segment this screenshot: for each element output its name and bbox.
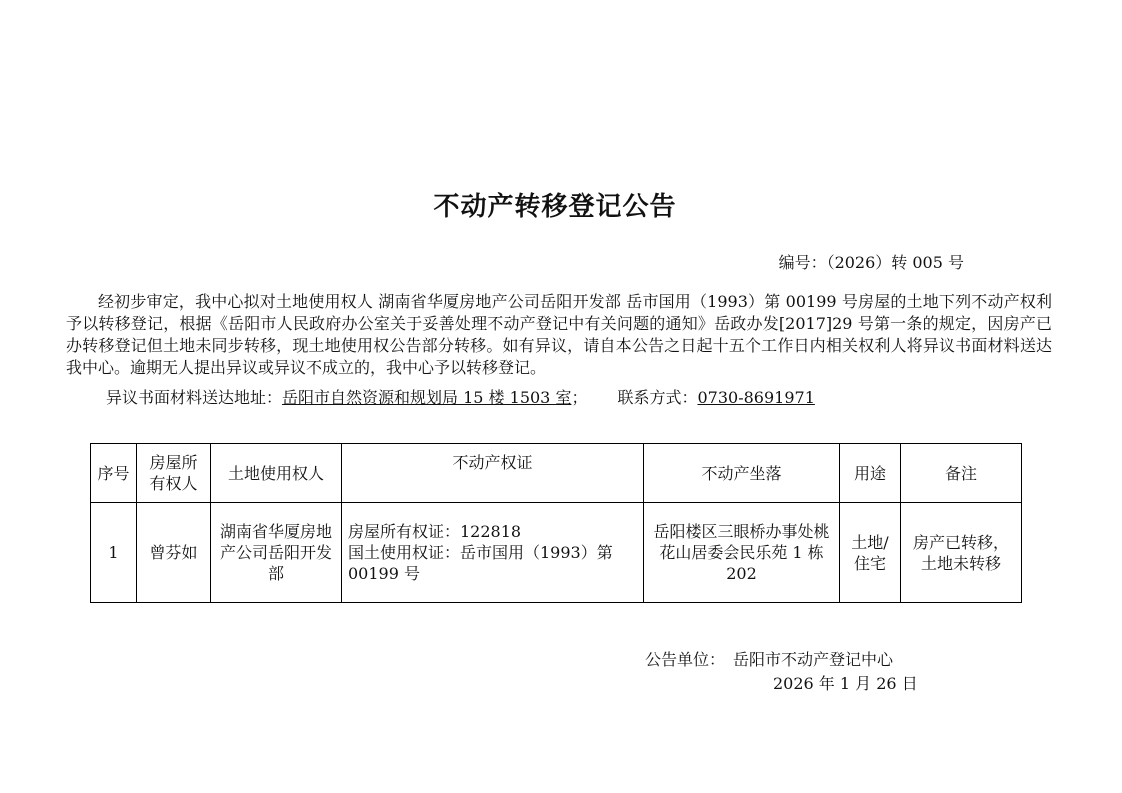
issuing-organization: 公告单位： 岳阳市不动产登记中心	[645, 650, 894, 669]
header-house-owner: 房屋所有权人	[137, 444, 211, 503]
address-value: 岳阳市自然资源和规划局 15 楼 1503 室	[282, 388, 572, 407]
header-certificate: 不动产权证	[342, 444, 644, 503]
cell-usage: 土地/住宅	[840, 503, 901, 603]
header-index: 序号	[91, 444, 137, 503]
header-usage: 用途	[840, 444, 901, 503]
cell-house-owner: 曾芬如	[137, 503, 211, 603]
contact-line	[106, 385, 815, 408]
header-location: 不动产坐落	[644, 444, 840, 503]
cell-index: 1	[91, 503, 137, 603]
document-number: 编号：（2026）转 005 号	[778, 253, 964, 272]
registration-table	[90, 443, 1022, 603]
header-remark: 备注	[901, 444, 1022, 503]
table-row	[91, 503, 1022, 603]
notice-body-text: 经初步审定，我中心拟对土地使用权人 湖南省华厦房地产公司岳阳开发部 岳市国用（1993）第 00199 号房屋的土地下列不动产权利予以转移登记，根据《岳阳市人民政府办公室关于妥善处理不动产登记中有关问题的通知》岳政办发[2017]29 号第一条的规定，因房产已办转移登记但土地未同步转移，现土地使用权公告部分转移。如有异议，请自本公告之日起十五个工作日内相关权利人将异议书面材料送达我中心。逾期无人提出异议或异议不成立的，我中心予以转移登记。	[66, 292, 1052, 377]
contact-separator: ；	[571, 388, 588, 407]
address-label: 异议书面材料送达地址：	[106, 388, 283, 407]
phone-value: 0730-8691971	[697, 388, 815, 407]
cell-location: 岳阳楼区三眼桥办事处桃花山居委会民乐苑 1 栋 202	[644, 503, 840, 603]
cert-land: 国土使用权证：岳市国用（1993）第 00199 号	[348, 543, 613, 583]
header-land-user: 土地使用权人	[211, 444, 342, 503]
cell-land-user: 湖南省华厦房地产公司岳阳开发部	[211, 503, 342, 603]
phone-label: 联系方式：	[617, 388, 698, 407]
cell-certificate	[342, 503, 644, 603]
page-title: 不动产转移登记公告	[433, 192, 677, 222]
table-header-row	[91, 444, 1022, 503]
cell-remark: 房产已转移，土地未转移	[901, 503, 1022, 603]
issue-date: 2026 年 1 月 26 日	[773, 674, 918, 693]
cert-house: 房屋所有权证：122818	[348, 522, 522, 541]
